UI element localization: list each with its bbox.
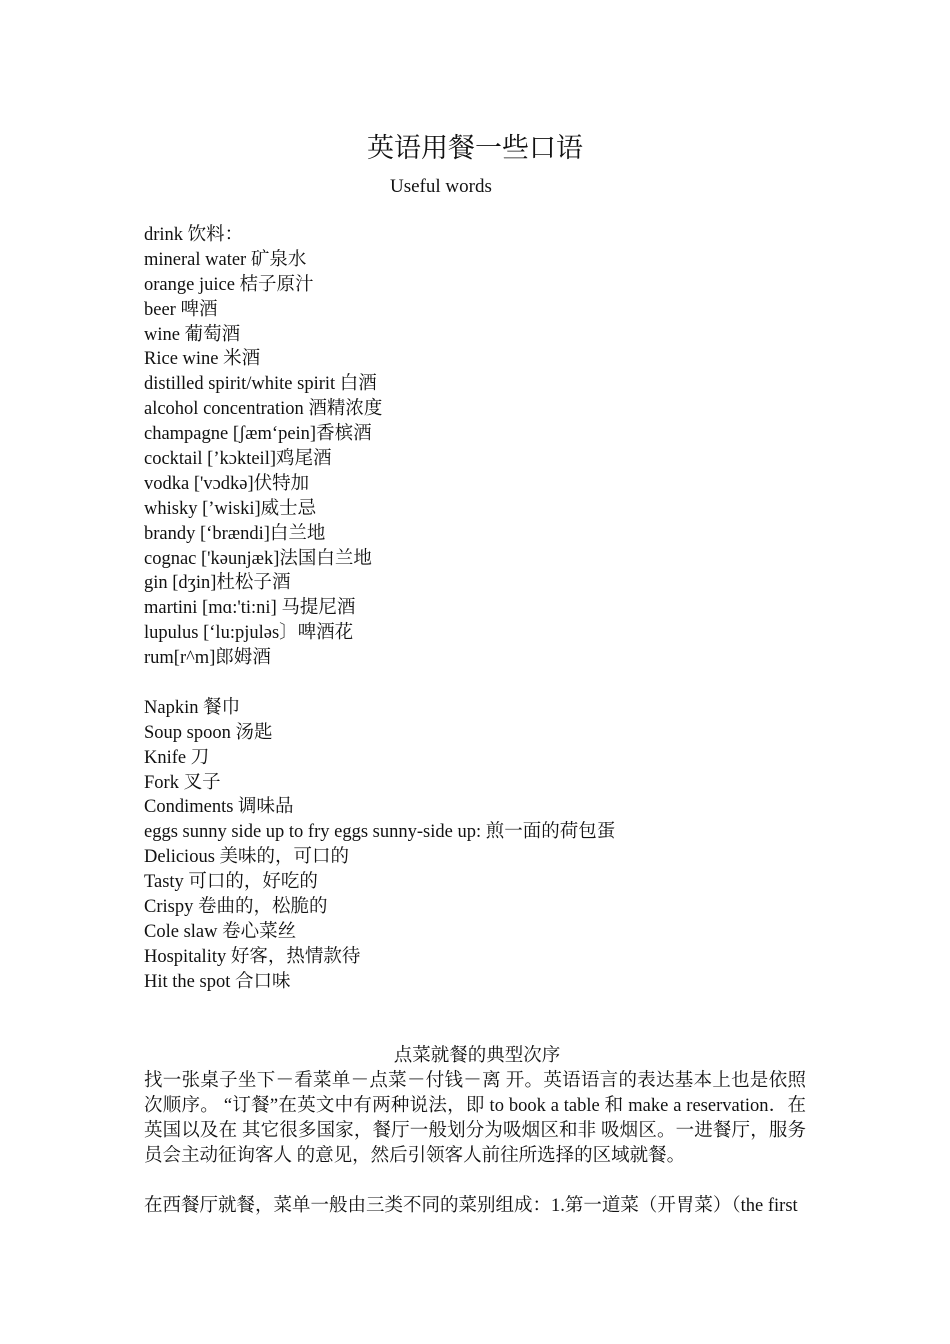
list-item: Rice wine 米酒 [144,349,261,370]
list-item: Delicious 美味的，可口的 [144,847,350,868]
list-item: champagne [ʃæm‘pein]香槟酒 [144,424,372,445]
list-item: cocktail [’kɔkteil]鸡尾酒 [144,449,332,470]
list-item: cognac ['kəunjæk]法国白兰地 [144,548,372,569]
list-item: Hit the spot 合口味 [144,971,291,992]
list-item: Knife 刀 [144,747,210,768]
list-item: orange juice 桔子原汁 [144,274,314,295]
section-heading: 点菜就餐的典型次序 [393,1046,561,1066]
list-item: lupulus [‘lu:pjuləs〕啤酒花 [144,623,354,644]
page-subtitle: Useful words [390,176,492,197]
list-item: Tasty 可口的，好吃的 [144,872,318,893]
page-title: 英语用餐一些口语 [367,133,583,163]
list-item: whisky [’wiski]威士忌 [144,498,317,519]
body-paragraph: 在西餐厅就餐，菜单一般由三类不同的菜别组成：1.第一道菜（开胃菜）（the first [144,1196,798,1216]
list-item: martini [mɑ:'ti:ni] 马提尼酒 [144,598,356,619]
list-item: eggs sunny side up to fry eggs sunny-side up: 煎一面的荷包蛋 [144,822,616,843]
list-item: mineral water 矿泉水 [144,249,307,270]
list-item: wine 葡萄酒 [144,324,241,345]
list-item: vodka ['vɔdkə]伏特加 [144,473,310,494]
list-item: Crispy 卷曲的，松脆的 [144,897,328,918]
list-item: Soup spoon 汤匙 [144,722,273,743]
list-item: gin [dʒin]杜松子酒 [144,573,291,594]
body-paragraph: 找一张桌子坐下－看菜单－点菜－付钱－离 开。英语语言的表达基本上也是依照次顺序。 “订餐”在英文中有两种说法，即 to book a table 和 make a reservation．在英国以及在 其它很多国家，餐厅一般划分为吸烟区和非 吸烟区。一进餐厅，服务员会主动征询客人 的意见，然后引领客人前往所选择的区域就餐。 [144,1071,806,1166]
list-item: Cole slaw 卷心菜丝 [144,921,297,942]
list-item: brandy [‘brændi]白兰地 [144,523,326,544]
vocabulary-list [144,223,615,995]
list-item: alcohol concentration 酒精浓度 [144,399,383,420]
list-item: distilled spirit/white spirit 白酒 [144,374,377,395]
list-item: Napkin 餐巾 [144,697,241,718]
list-item: beer 啤酒 [144,299,218,320]
list-item: rum[r^m]郎姆酒 [144,648,271,669]
blank-line [144,671,615,696]
list-item: Hospitality 好客，热情款待 [144,946,361,967]
list-item: Condiments 调味品 [144,797,294,818]
list-item: Fork 叉子 [144,772,221,793]
list-item: drink 饮料： [144,225,244,245]
